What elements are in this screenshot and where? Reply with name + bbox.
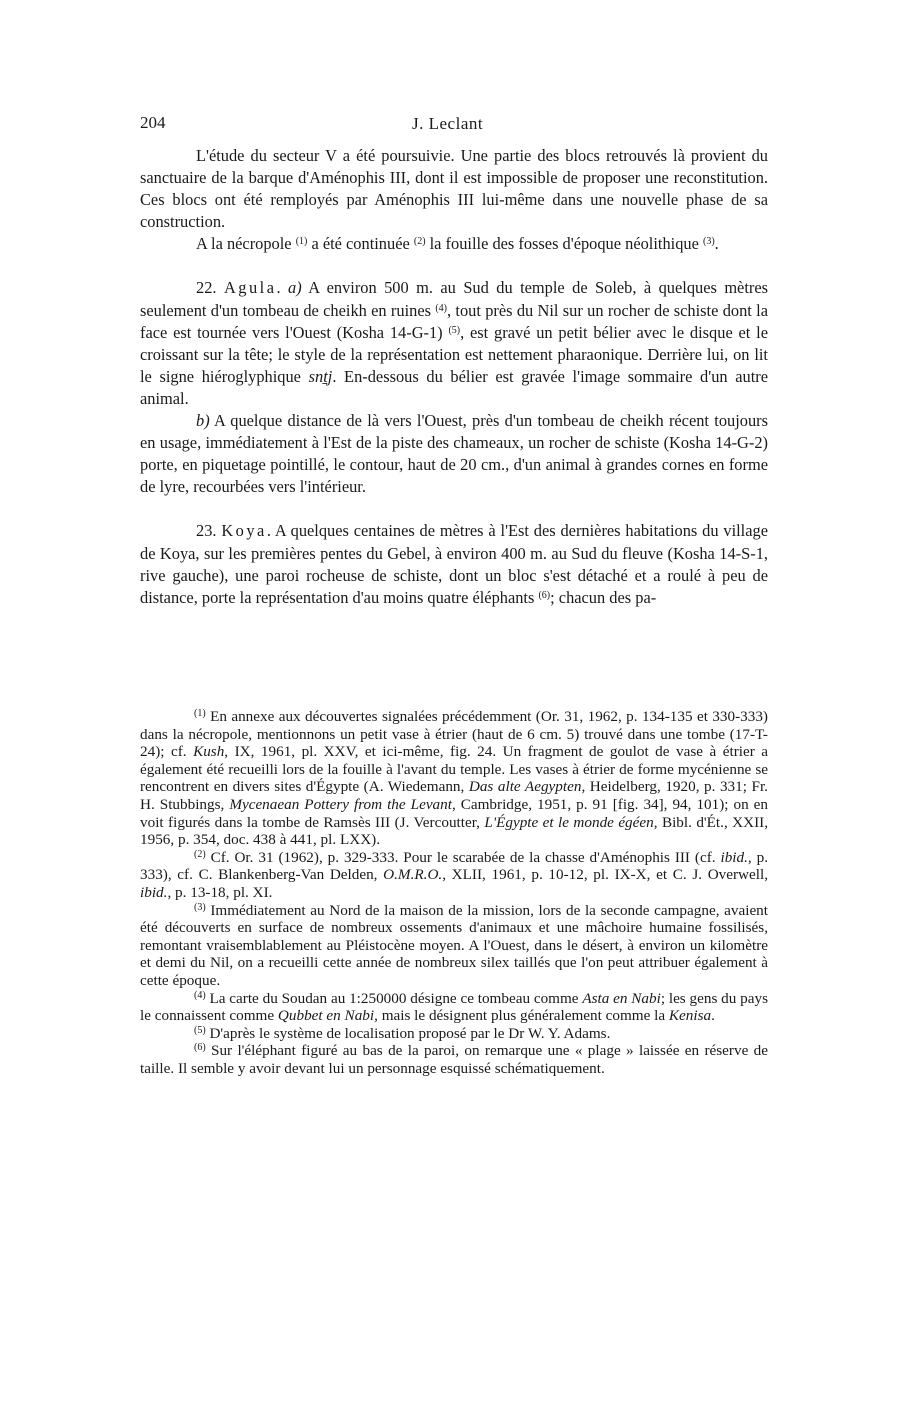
place-name: Qubbet en Nabi: [277, 1007, 375, 1025]
text-run: .: [714, 234, 719, 254]
text-run: .: [276, 278, 289, 298]
footnote-ref-5: (5): [448, 324, 461, 336]
main-text: [140, 145, 768, 609]
text-run: A environ 500 m. au Sud du temple de Soleb, à quelques mètres seulement d'un tombeau de cheikh en ruines: [140, 278, 769, 320]
place-name: Asta en Nabi: [582, 989, 661, 1007]
text-run: Sur l'éléphant figuré au bas de la paroi, on remarque une « plage » laissée en réserve de taille. Il semble y avoir devant lui un personnage esquissé schématiquement.: [140, 1042, 768, 1077]
footnote-2: [140, 849, 768, 902]
text-run: A quelque distance de là vers l'Ouest, près d'un tombeau de cheikh récent toujours en usage, immédiatement à l'Est de la piste des chameaux, un rocher de schiste (Kosha 14-G-2) porte, en piquetage pointillé, le contour, haut de 20 cm., d'un animal à grandes cornes en forme de lyre, recourbées vers l'intérieur.: [140, 411, 768, 497]
journal-title: Kush: [193, 743, 225, 761]
book-title: L'Égypte et le monde égéen: [484, 813, 654, 831]
section-title-koya: Koya: [221, 521, 267, 541]
text-run: a été continuée: [307, 234, 410, 254]
footnote-ref-1: (1): [295, 236, 308, 248]
footnotes: [140, 708, 768, 1077]
footnote-3: [140, 902, 768, 990]
footnote-6: [140, 1042, 768, 1077]
journal-title: O.M.R.O.: [383, 866, 443, 884]
text-run: , Cambridge, 1951, p. 91 [fig. 34], 94, 101); on en voit figurés dans la tombe de Ramsès III (J. Vercoutter,: [140, 795, 768, 831]
footnote-ref-3: (3): [702, 236, 715, 248]
footnote-ref-6: (6): [538, 589, 551, 601]
item-label-a: a): [288, 278, 302, 298]
text-run: En annexe aux découvertes signalées précédemment (Or. 31, 1962, p. 134-135 et 330-333) dans la nécropole, mentionnons un petit vase à étrier (haut de 6 cm. 5) trouvé dans une tombe (17-T-24); cf.: [140, 708, 768, 761]
footnote-mark: (5): [194, 1024, 206, 1036]
footnote-ref-2: (2): [413, 236, 426, 248]
footnote-mark: (4): [194, 989, 206, 1001]
text-run: ; chacun des pa-: [550, 587, 657, 607]
book-title: Mycenaean Pottery from the Levant: [229, 795, 452, 813]
paragraph-secteur-v: L'étude du secteur V a été poursuivie. Une partie des blocs retrouvés là provient du sanctuaire de la barque d'Aménophis III, dont il est impossible de proposer une reconstitution. Ces blocs ont été remployés par Aménophis III lui-même dans une nouvelle phase de sa construction.: [140, 146, 768, 232]
text-run: la fouille des fosses d'époque néolithique: [425, 234, 699, 254]
text-run: , mais le désignent plus généralement comme la: [374, 1007, 669, 1025]
text-run: , Heidelberg, 1920, p. 331; Fr. H. Stubbings,: [140, 778, 768, 813]
text-run: .: [711, 1007, 715, 1025]
section-title-agula: Agula: [223, 278, 277, 298]
citation-ibid: ibid.: [720, 848, 748, 866]
footnote-mark: (2): [194, 848, 206, 860]
text-run: , Bibl. d'Ét., XXII, 1956, p. 354, doc. 438 à 441, pl. LXX).: [140, 813, 769, 849]
citation-ibid: ibid.: [140, 883, 168, 901]
footnote-mark: (6): [194, 1042, 206, 1054]
section-22-agula-a: [140, 277, 768, 410]
text-run: Cf. Or. 31 (1962), p. 329-333. Pour le scarabée de la chasse d'Aménophis III (cf.: [205, 848, 721, 866]
section-gap: [140, 498, 768, 520]
item-label-b: b): [196, 411, 210, 431]
page-number: 204: [140, 113, 166, 132]
book-title: Das alte Aegypten: [468, 778, 582, 796]
text-run: , est gravé un petit bélier avec le disque et le croissant sur la tête; le style de la représentation est nettement pharaonique. Derrière lui, on lit le signe hiéroglyphique: [140, 322, 768, 386]
paragraph-necropole: [140, 233, 768, 255]
section-number: 22.: [196, 278, 224, 298]
text-run: La carte du Soudan au 1:250000 désigne ce tombeau comme: [205, 989, 583, 1007]
section-23-koya: [140, 520, 768, 608]
footnote-mark: (1): [194, 708, 206, 719]
text-run: , XLII, 1961, p. 10-12, pl. IX-X, et C. J. Overwell,: [442, 866, 768, 884]
text-run: , p. 13-18, pl. XI.: [167, 883, 273, 901]
text-run: , p. 333), cf. C. Blankenberg-Van Delden,: [140, 848, 768, 884]
section-number: 23.: [196, 521, 222, 541]
place-name: Kenisa: [668, 1007, 712, 1025]
text-run: . A quelques centaines de mètres à l'Est des dernières habitations du village de Koya, sur les premières pentes du Gebel, à environ 400 m. au Sud du fleuve (Kosha 14-S-1, rive gauche), une paroi rocheuse de schiste, dont un bloc s'est détaché et a roulé à peu de distance, porte la représentation d'au moins quatre éléphants: [140, 521, 768, 607]
text-run: , IX, 1961, pl. XXV, et ici-même, fig. 24. Un fragment de goulot de vase à étrier a également été recueilli lors de la fouille à l'avant du temple. Les vases à étrier de forme mycénienne se rencontrent en divers sites d'Égypte (A. Wiedemann,: [140, 743, 769, 796]
footnote-5: [140, 1025, 768, 1043]
footnote-1: [140, 708, 768, 849]
text-run: A la nécropole: [196, 234, 292, 254]
footnote-ref-4: (4): [435, 302, 447, 314]
text-run: ; les gens du pays le connaissent comme: [140, 989, 768, 1025]
text-run: , tout près du Nil sur un rocher de schiste dont la face est tournée vers l'Ouest (Kosha 14-G-1): [140, 300, 768, 342]
hieroglyphic-transliteration: snṯj: [308, 366, 333, 386]
text-run: Immédiatement au Nord de la maison de la mission, lors de la seconde campagne, avaient été découverts en surface de nombreux ossements d'animaux et une mâchoire humaine fossilisés, remontant vraisemblablement au Pléistocène moyen. A l'Ouest, dans le désert, à environ un kilomètre et demi du Nil, on a recueilli cette année de nombreux silex taillés que l'on peut attribuer également à cette époque.: [140, 901, 768, 989]
running-head: J. Leclant: [412, 114, 484, 133]
text-run: . En-dessous du bélier est gravée l'image sommaire d'un autre animal.: [140, 366, 769, 408]
footnote-4: [140, 990, 768, 1025]
page-header: [140, 113, 768, 139]
text-run: D'après le système de localisation proposé par le Dr W. Y. Adams.: [205, 1024, 611, 1042]
footnote-mark: (3): [194, 901, 206, 913]
section-gap: [140, 255, 768, 277]
section-22-agula-b: [140, 410, 768, 498]
